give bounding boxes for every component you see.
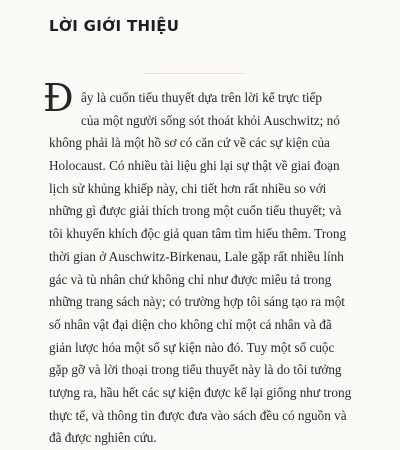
paragraph-line: tôi khuyến khích độc giả quan tâm tìm hiểu thêm. Trong [49,226,347,242]
paragraph-line: ây là cuốn tiểu thuyết dựa trên lời kể trực tiếp [81,90,322,105]
paragraph-line: thực tế, và thông tin được đưa vào sách đều có nguồn và [49,407,347,423]
drop-cap: Đ [43,76,74,120]
paragraph-line: những gì được giải thích trong một cuốn tiểu thuyết; và [49,203,342,219]
paragraph-line: Holocaust. Có nhiều tài liệu ghi lại sự thật về giai đoạn [49,158,340,174]
paragraph-line: đã được nghiên cứu. [49,430,157,446]
faint-print-line [145,73,245,74]
page-title: LỜI GIỚI THIỆU [49,17,180,35]
paragraph-line: những trang sách này; có trường hợp tôi sáng tạo ra một [49,294,345,310]
body-paragraph [49,87,379,450]
paragraph-line: của một người sống sót thoát khỏi Auschwitz; nó [81,112,340,128]
paragraph-line: không phải là một hồ sơ có căn cứ về các sự kiện của [49,135,330,151]
paragraph-line: gặp gỡ và lời thoại trong tiểu thuyết này là do tôi tưởng [49,362,342,378]
paragraph-line: thời gian ở Auschwitz-Birkenau, Lale gặp rất nhiều lính [49,248,344,264]
paragraph-line: giản lược hóa một số sự kiện nào đó. Tuy một số cuộc [49,339,335,355]
paragraph-line: lịch sử khủng khiếp này, chi tiết hơn rất nhiều so với [49,180,327,196]
paragraph-line: số nhân vật đại diện cho không chỉ một cá nhân và đã [49,316,332,332]
paragraph-line: gác và tù nhân chứ không chỉ như được miêu tả trong [49,271,332,287]
paragraph-line: tượng ra, hầu hết các sự kiện được kể lại giống như trong [49,384,352,400]
